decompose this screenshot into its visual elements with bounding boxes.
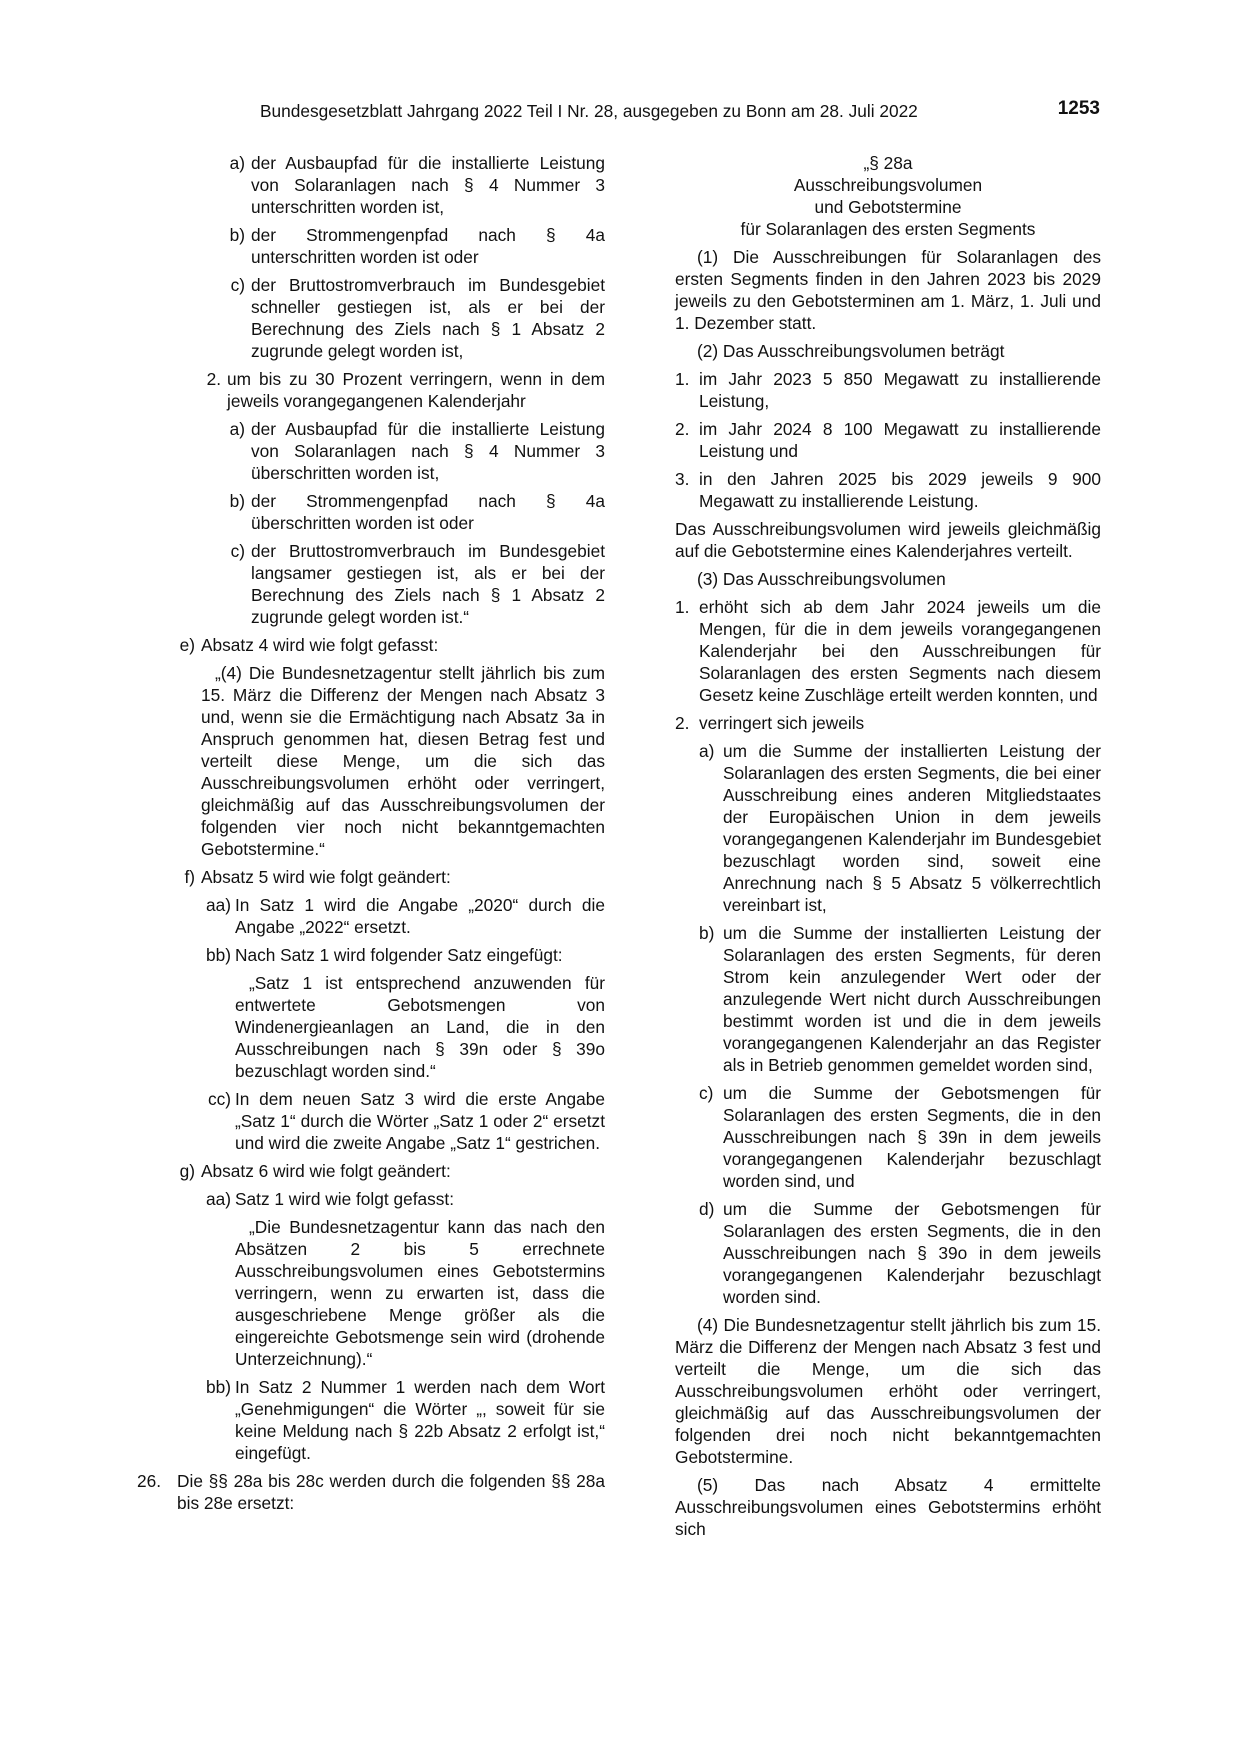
item-marker: aa) (206, 1189, 231, 1209)
item-text: (5) Das nach Absatz 4 ermittelte Ausschreibungsvolumen eines Gebotstermins erhöht sich (675, 1475, 1101, 1539)
item-text: „Die Bundesnetzagentur kann das nach den Absätzen 2 bis 5 errechnete Ausschreibungsvolumen eines Gebotstermins verringern, wenn zu erwarten ist, dass die ausgeschriebene Menge größer als die eingereichte Gebotsmenge sein wird (drohende Unterzeichnung).“ (235, 1217, 605, 1369)
list-item (675, 1314, 1101, 1468)
item-marker: 2. (675, 419, 690, 439)
list-item (675, 922, 1101, 1076)
item-marker: b) (229, 225, 245, 245)
item-text: „Satz 1 ist entsprechend anzuwenden für entwertete Gebotsmengen von Windenergieanlagen an Land, die in den Ausschreibungen nach § 39n oder § 39o bezuschlagt worden sind.“ (235, 973, 605, 1081)
list-item (675, 1198, 1101, 1308)
list-item (675, 740, 1101, 916)
item-marker: 3. (675, 469, 690, 489)
item-marker: 2. (675, 713, 690, 733)
item-text: Absatz 6 wird wie folgt geändert: (201, 1161, 451, 1181)
item-marker: bb) (206, 1377, 231, 1397)
list-item (136, 1470, 605, 1514)
item-text: Das Ausschreibungsvolumen wird jeweils gleichmäßig auf die Gebotstermine eines Kalenderjahres verteilt. (675, 519, 1101, 561)
item-text: In dem neuen Satz 3 wird die erste Angabe „Satz 1“ durch die Wörter „Satz 1 oder 2“ ersetzt und wird die zweite Angabe „Satz 1“ gestrichen. (235, 1089, 605, 1153)
item-marker: f) (184, 867, 195, 887)
item-text: verringert sich jeweils (699, 713, 865, 733)
item-text: der Bruttostromverbrauch im Bundesgebiet schneller gestiegen ist, als er bei der Berechnung des Ziels nach § 1 Absatz 2 zugrunde gelegt worden ist, (251, 275, 605, 361)
list-item (675, 468, 1101, 512)
item-text: um die Summe der Gebotsmengen für Solaranlagen des ersten Segments, die in den Ausschreibungen nach § 39o in dem jeweils vorangegangenen Kalenderjahr bezuschlagt worden sind. (723, 1199, 1101, 1307)
list-item (675, 368, 1101, 412)
item-text: um bis zu 30 Prozent verringern, wenn in dem jeweils vorangegangenen Kalenderjahr (227, 369, 605, 411)
list-item (141, 274, 605, 362)
item-text: in den Jahren 2025 bis 2029 jeweils 9 900 Megawatt zu installierende Leistung. (699, 469, 1101, 511)
item-marker: 2. (206, 369, 221, 389)
item-text: erhöht sich ab dem Jahr 2024 jeweils um die Mengen, für die in dem jeweils vorangegangenen Kalenderjahr bei den Ausschreibungen für Solaranlagen des ersten Segments nach diesem Gesetz keine Zuschläge erteilt werden konnten, und (699, 597, 1101, 705)
item-text: In Satz 2 Nummer 1 werden nach dem Wort „Genehmigungen“ die Wörter „, soweit für sie keine Meldung nach § 22b Absatz 2 erfolgt ist,“ eingefügt. (235, 1377, 605, 1463)
right-column-body (675, 246, 1101, 1540)
list-item (141, 634, 605, 656)
item-text: um die Summe der installierten Leistung der Solaranlagen des ersten Segments, die bei einer Ausschreibung eines anderen Mitgliedstaates der Europäischen Union in dem jeweils vorangegangenen Kalenderjahr im Bundesgebiet bezuschlagt worden sind, soweit eine Anrechnung nach § 5 Absatz 5 völkerrechtlich vereinbart ist, (723, 741, 1101, 915)
item-text: Satz 1 wird wie folgt gefasst: (235, 1189, 454, 1209)
item-text: im Jahr 2023 5 850 Megawatt zu installierende Leistung, (699, 369, 1101, 411)
list-item (141, 490, 605, 534)
item-text: Absatz 4 wird wie folgt gefasst: (201, 635, 439, 655)
section-title (675, 174, 1101, 240)
list-item (141, 1160, 605, 1182)
list-item (675, 596, 1101, 706)
list-item (675, 418, 1101, 462)
page-number: 1253 (1057, 98, 1100, 119)
item-text: der Bruttostromverbrauch im Bundesgebiet langsamer gestiegen ist, als er bei der Berechnung des Ziels nach § 1 Absatz 2 zugrunde gelegt worden ist.“ (251, 541, 605, 627)
section-title-line-3: für Solaranlagen des ersten Segments (740, 219, 1036, 239)
item-text: Nach Satz 1 wird folgender Satz eingefügt: (235, 945, 563, 965)
left-column (136, 152, 605, 1520)
item-marker: 1. (675, 369, 690, 389)
list-item (675, 568, 1101, 590)
item-marker: cc) (207, 1089, 231, 1109)
item-text: um die Summe der installierten Leistung der Solaranlagen des ersten Segments, für deren Strom kein anzulegender Wert oder der anzulegende Wert nicht durch Ausschreibungen bestimmt worden ist und die in dem jeweils vorangegangenen Kalenderjahr an das Register als in Betrieb genommen gemeldet worden sind, (723, 923, 1101, 1075)
section-number: „§ 28a (863, 153, 913, 173)
list-item (141, 662, 605, 860)
list-item (141, 1216, 605, 1370)
item-marker: g) (179, 1161, 195, 1181)
item-marker: b) (229, 491, 245, 511)
section-title-line-1: Ausschreibungsvolumen (793, 175, 983, 195)
item-text: (4) Die Bundesnetzagentur stellt jährlich bis zum 15. März die Differenz der Mengen nach Absatz 3 fest und verteilt die Menge, um die sich das Ausschreibungsvolumen erhöht oder verringert, gleichmäßig auf das Ausschreibungsvolumen der folgenden drei noch nicht bekanntgemachten Gebotstermine. (675, 1315, 1101, 1467)
item-text: (3) Das Ausschreibungsvolumen (697, 569, 946, 589)
item-text: In Satz 1 wird die Angabe „2020“ durch die Angabe „2022“ ersetzt. (235, 895, 605, 937)
item-marker: 26. (136, 1471, 161, 1491)
item-text: der Strommengenpfad nach § 4a unterschritten worden ist oder (251, 225, 605, 267)
list-item (141, 224, 605, 268)
list-item (141, 1188, 605, 1210)
item-marker: aa) (206, 895, 231, 915)
right-column (675, 152, 1101, 1546)
list-item (141, 972, 605, 1082)
list-item (141, 418, 605, 484)
item-marker: a) (699, 741, 715, 761)
item-text: im Jahr 2024 8 100 Megawatt zu installierende Leistung und (699, 419, 1101, 461)
item-marker: b) (699, 923, 715, 943)
item-marker: c) (230, 541, 245, 561)
item-marker: 1. (675, 597, 690, 617)
running-header: Bundesgesetzblatt Jahrgang 2022 Teil I Nr. 28, ausgegeben zu Bonn am 28. Juli 2022 (260, 101, 918, 121)
list-item (141, 944, 605, 966)
list-item (141, 866, 605, 888)
item-marker: c) (230, 275, 245, 295)
list-item (675, 518, 1101, 562)
item-text: der Ausbaupfad für die installierte Leistung von Solaranlagen nach § 4 Nummer 3 unterschritten worden ist, (251, 153, 605, 217)
list-item (141, 540, 605, 628)
item-text: (1) Die Ausschreibungen für Solaranlagen des ersten Segments finden in den Jahren 2023 bis 2029 jeweils zu den Gebotsterminen am 1. März, 1. Juli und 1. Dezember statt. (675, 247, 1101, 333)
list-item (141, 1088, 605, 1154)
item-marker: c) (699, 1083, 714, 1103)
item-text: Die §§ 28a bis 28c werden durch die folgenden §§ 28a bis 28e ersetzt: (177, 1471, 605, 1513)
list-item (141, 894, 605, 938)
item-marker: a) (229, 153, 245, 173)
item-text: der Ausbaupfad für die installierte Leistung von Solaranlagen nach § 4 Nummer 3 überschritten worden ist, (251, 419, 605, 483)
list-item (141, 152, 605, 218)
item-marker: e) (179, 635, 195, 655)
list-item (141, 1376, 605, 1464)
section-title-line-2: und Gebotstermine (814, 197, 962, 217)
item-text: der Strommengenpfad nach § 4a überschritten worden ist oder (251, 491, 605, 533)
list-item (675, 340, 1101, 362)
list-item (675, 246, 1101, 334)
list-item (675, 1474, 1101, 1540)
item-text: „(4) Die Bundesnetzagentur stellt jährlich bis zum 15. März die Differenz der Mengen nach Absatz 3 und, wenn sie die Ermächtigung nach Absatz 3a in Anspruch genommen hat, diesen Betrag fest und verteilt diese Menge, um die sich das Ausschreibungsvolumen erhöht oder verringert, gleichmäßig auf das Ausschreibungsvolumen der folgenden vier noch nicht bekanntgemachten Gebotstermine.“ (201, 663, 605, 859)
item-text: um die Summe der Gebotsmengen für Solaranlagen des ersten Segments, die in den Ausschreibungen nach § 39n in dem jeweils vorangegangenen Kalenderjahr bezuschlagt worden sind, und (723, 1083, 1101, 1191)
item-text: (2) Das Ausschreibungsvolumen beträgt (697, 341, 1005, 361)
list-item (675, 1082, 1101, 1192)
list-item (141, 368, 605, 412)
item-marker: bb) (206, 945, 231, 965)
item-marker: a) (229, 419, 245, 439)
list-item (675, 712, 1101, 734)
item-marker: d) (699, 1199, 715, 1219)
item-text: Absatz 5 wird wie folgt geändert: (201, 867, 451, 887)
